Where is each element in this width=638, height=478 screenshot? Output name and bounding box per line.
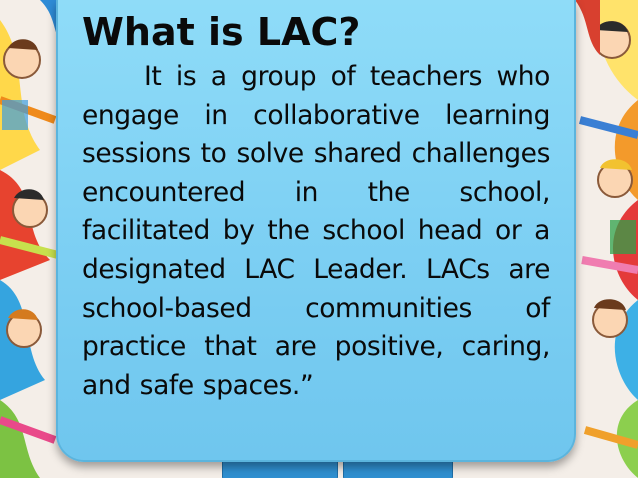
definition-text-block — [82, 58, 550, 405]
definition-card — [56, 0, 576, 462]
definition-paragraph: It is a group of teachers who engage in collaborative learning sessions to solve shared challenges encountered in the school, facilitated by the school head or a designated LAC Leader. LACs are school-based communities of practice that are positive, caring, and safe spaces.” — [82, 61, 550, 401]
slide-title: What is LAC? — [82, 10, 361, 54]
